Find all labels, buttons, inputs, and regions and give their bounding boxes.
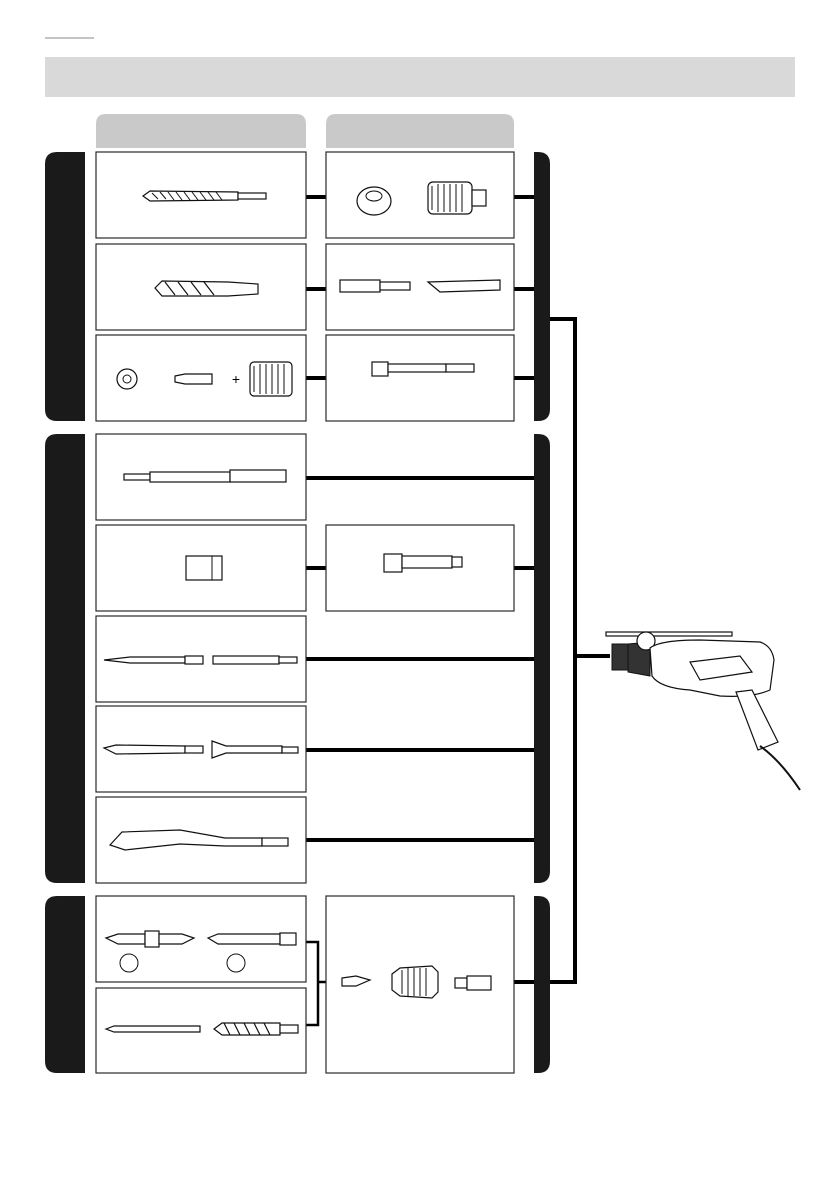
column-header-adapters <box>326 114 514 148</box>
rotary-hammer-icon <box>606 632 800 790</box>
wood-auger-icon <box>214 1023 298 1035</box>
adapter-box-socket-adapter <box>326 525 514 611</box>
accessory-box-gouge-chisel <box>96 797 306 883</box>
accessory-box-extension-rod <box>96 434 306 520</box>
accessory-box-screwdriver-bits <box>96 896 306 982</box>
flat-chisel-icon <box>104 745 203 754</box>
adapter-box-dust-cup <box>326 152 514 238</box>
accessory-box-pointed-chisels <box>96 616 306 702</box>
accessory-box-hex-socket <box>96 525 306 611</box>
group-bar-screwing <box>45 896 85 1073</box>
chuck-adapter-icon <box>455 976 491 990</box>
right-bar-screwing <box>534 896 550 1073</box>
adapter-box-sds-adapter <box>326 335 514 421</box>
accessory-box-step-drill-bit <box>96 244 306 330</box>
right-bar-chiseling <box>534 434 550 883</box>
accessory-box-flat-chisels <box>96 706 306 792</box>
dust-cup-icon <box>357 187 391 215</box>
right-bar-drilling <box>534 152 550 421</box>
step-drill-bit-icon <box>155 281 258 296</box>
column-header-accessories <box>96 114 306 148</box>
pointed-chisel-icon <box>104 656 297 664</box>
accessory-box-drill-bits <box>96 988 306 1073</box>
plus-symbol: + <box>231 371 241 387</box>
group-bar-drilling <box>45 152 85 421</box>
sds-drill-bit-icon <box>143 191 266 201</box>
accessory-box-core-bit-set <box>96 335 306 421</box>
drift-key-icon <box>428 280 500 292</box>
accessory-box-sds-drill-bit <box>96 152 306 238</box>
bit-marker-2 <box>227 954 245 972</box>
adapter-box-extension <box>326 244 514 330</box>
keyed-chuck-icon <box>392 966 438 998</box>
adapter-box-chuck-set <box>326 896 514 1073</box>
extension-rod-icon <box>340 280 410 292</box>
group-bar-chiseling <box>45 434 85 883</box>
title-bar <box>45 57 795 97</box>
hex-socket-icon <box>186 556 222 580</box>
bit-marker-1 <box>120 954 138 972</box>
twist-drill-icon <box>106 1026 200 1032</box>
